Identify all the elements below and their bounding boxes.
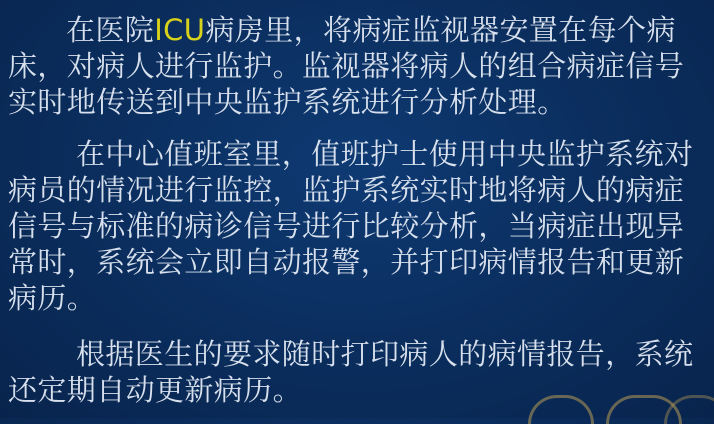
paragraph-report-printing: 根据医生的要求随时打印病人的病情报告，系统还定期自动更新病历。 <box>8 337 694 407</box>
paragraph-1-lead-text: 在医院 <box>66 13 155 47</box>
paragraph-central-monitoring: 在中心值班室里，值班护士使用中央监护系统对病员的情况进行监控，监护系统实时地将病人的病症信号与标准的病诊信号进行比较分析，当病症出现异常时，系统会立即自动报警，并打印病情报告和更新病历。 <box>8 137 694 315</box>
paragraph-icu-monitoring <box>8 12 708 120</box>
icu-highlight-text: ICU <box>154 13 206 47</box>
paragraph-1-body-text: 病房里，将病症监视器安置在每个病床，对病人进行监护。监视器将病人的组合病症信号实时地传送到中央监护系统进行分析处理。 <box>8 13 685 119</box>
